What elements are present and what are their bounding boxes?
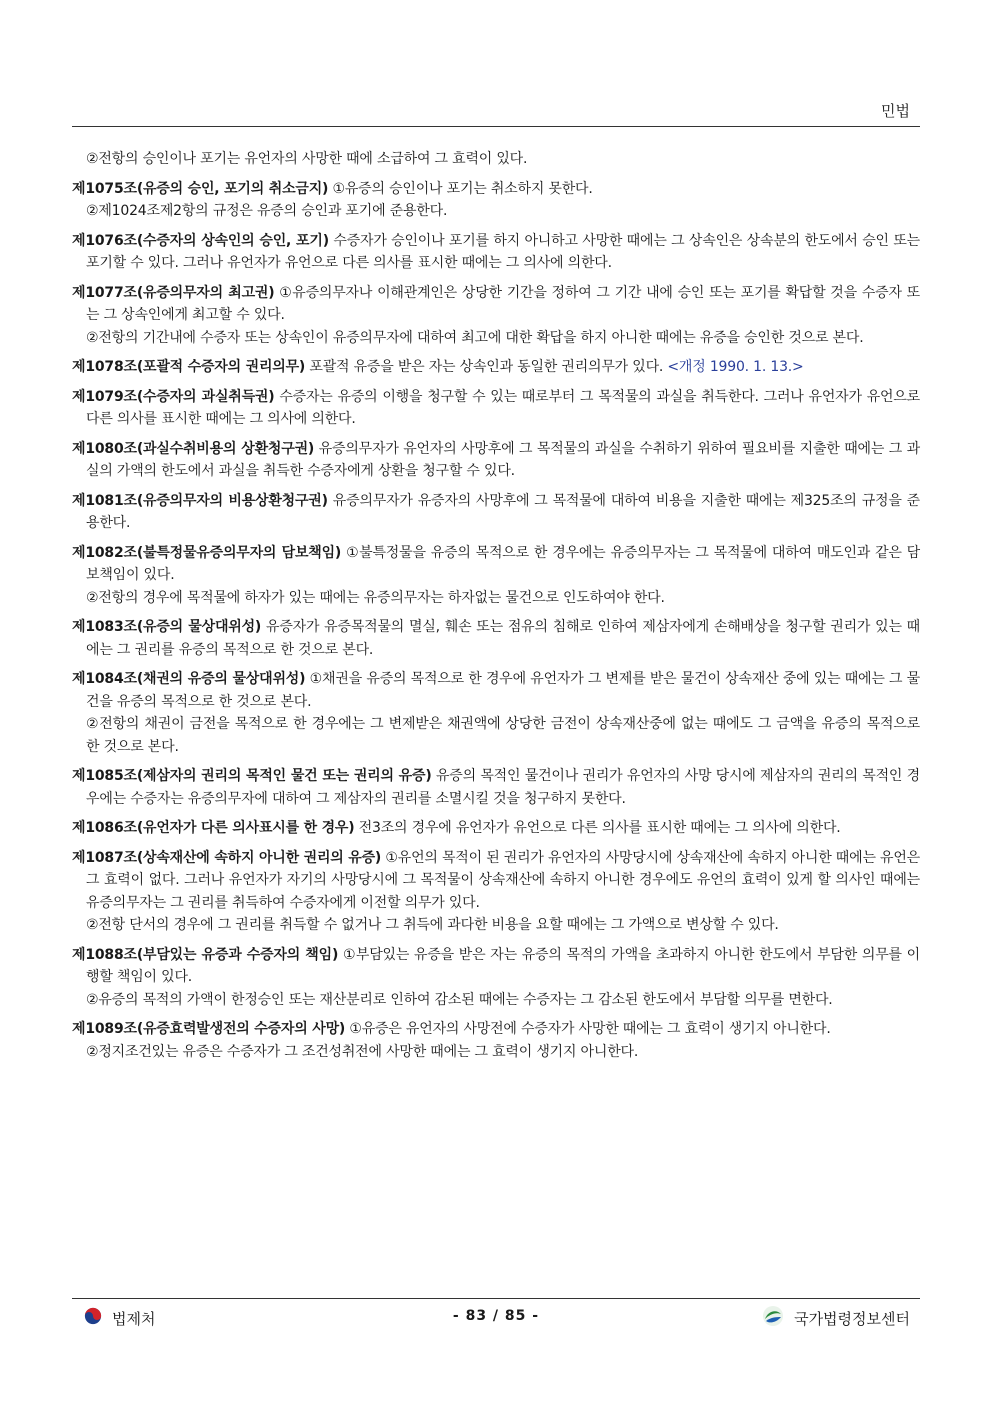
article-paragraph (72, 386, 920, 431)
article-heading: 제1080조(과실수취비용의 상환청구권) (72, 440, 315, 457)
article-block (72, 230, 920, 275)
article-text: ②정지조건있는 유증은 수증자가 그 조건성취전에 사망한 때에는 그 효력이 생기지 아니한다. (86, 1043, 639, 1060)
footer-right (762, 1305, 910, 1331)
article-text: ②전항의 기간내에 수증자 또는 상속인이 유증의무자에 대하여 최고에 대한 확답을 하지 아니한 때에는 유증을 승인한 것으로 본다. (86, 329, 864, 346)
article-heading: 제1089조(유증효력발생전의 수증자의 사망) (72, 1021, 346, 1037)
article-paragraph (72, 438, 920, 483)
article-text: ①유증의 승인이나 포기는 취소하지 못한다. (328, 180, 593, 197)
article-heading: 제1083조(유증의 물상대위성) (72, 619, 262, 635)
article-block (72, 542, 920, 610)
article-block (72, 847, 920, 937)
article-heading: 제1075조(유증의 승인, 포기의 취소금지) (72, 180, 329, 197)
article-text: ②전항의 승인이나 포기는 유언자의 사망한 때에 소급하여 그 효력이 있다. (86, 151, 528, 167)
page-number: - 83 / 85 - (452, 1308, 540, 1324)
article-text: ①유증의무자나 이해관계인은 상당한 기간을 정하여 그 기간 내에 승인 또는 포기를 확답할 것을 수증자 또는 그 상속인에게 최고할 수 있다. (86, 284, 920, 323)
document-body (72, 148, 920, 1070)
article-text: ①부담있는 유증을 받은 자는 유증의 목적의 가액을 초과하지 아니한 한도에서 부담한 의무를 이행할 책임이 있다. (86, 946, 920, 985)
article-text: ①불특정물을 유증의 목적으로 한 경우에는 유증의무자는 그 목적물에 대하여 매도인과 같은 담보책임이 있다. (86, 544, 921, 583)
article-block (72, 668, 920, 758)
article-text: 수증자가 승인이나 포기를 하지 아니하고 사망한 때에는 그 상속인은 상속분의 한도에서 승인 또는 포기할 수 있다. 그러나 유언자가 유언으로 다른 의사를 표시한 때에는 그 의사에 의한다. (86, 232, 920, 271)
article-text: ②유증의 목적의 가액이 한정승인 또는 재산분리로 인하여 감소된 때에는 수증자는 그 감소된 한도에서 부담할 의무를 면한다. (86, 991, 833, 1008)
article-text: ①유증은 유언자의 사망전에 수증자가 사망한 때에는 그 효력이 생기지 아니한다. (345, 1021, 831, 1037)
article-heading: 제1084조(채권의 유증의 물상대위성) (72, 671, 306, 687)
footer-center-label: 국가법령정보센터 (794, 1309, 910, 1328)
article-heading: 제1082조(불특정물유증의무자의 담보책임) (72, 544, 342, 561)
article-paragraph (72, 200, 920, 223)
footer-agency-label: 법제처 (112, 1309, 156, 1328)
article-block (72, 386, 920, 431)
article-paragraph (72, 989, 920, 1012)
article-paragraph (72, 847, 920, 915)
article-paragraph (72, 616, 920, 661)
article-text: 유증의무자가 유증자의 사망후에 그 목적물에 대하여 비용을 지출한 때에는 제325조의 규정을 준용한다. (86, 492, 920, 531)
article-text: ①유언의 목적이 된 권리가 유언자의 사망당시에 상속재산에 속하지 아니한 때에는 유언은 그 효력이 없다. 그러나 유언자가 자기의 사망당시에 그 목적물이 상속재산에 속하지 아니한 경우에도 유언의 효력이 있게 할 의사인 때에는 유증의무자는 그 권리를 취득하여 수증자에게 이전할 의무가 있다. (86, 849, 920, 911)
article-heading: 제1086조(유언자가 다른 의사표시를 한 경우) (72, 820, 355, 836)
page-footer (72, 1298, 920, 1339)
amendment-note: <개정 1990. 1. 13.> (667, 359, 804, 375)
article-paragraph (72, 327, 920, 350)
article-paragraph (72, 1041, 920, 1064)
header-title: 민법 (881, 102, 910, 120)
article-heading: 제1077조(유증의무자의 최고권) (72, 284, 275, 301)
article-block (72, 490, 920, 535)
article-text: ②전항의 채권이 금전을 목적으로 한 경우에는 그 변제받은 채권액에 상당한 금전이 상속재산중에 없는 때에도 그 금액을 유증의 목적으로 한 것으로 본다. (86, 716, 920, 755)
article-paragraph (72, 944, 920, 989)
article-heading: 제1085조(제삼자의 권리의 목적인 물건 또는 권리의 유증) (72, 768, 432, 784)
article-block (72, 282, 920, 350)
article-block (72, 356, 920, 379)
article-paragraph (72, 765, 920, 810)
article-block (72, 765, 920, 810)
article-text: ②전항 단서의 경우에 그 권리를 취득할 수 없거나 그 취득에 과다한 비용을 요할 때에는 그 가액으로 변상할 수 있다. (86, 917, 779, 933)
article-text: 유증의 목적인 물건이나 권리가 유언자의 사망 당시에 제삼자의 권리의 목적인 경우에는 수증자는 유증의무자에 대하여 그 제삼자의 권리를 소멸시킬 것을 청구하지 못한다. (86, 768, 920, 807)
article-heading: 제1087조(상속재산에 속하지 아니한 권리의 유증) (72, 849, 382, 866)
article-paragraph (72, 230, 920, 275)
article-paragraph (72, 490, 920, 535)
article-block (72, 616, 920, 661)
article-paragraph (72, 587, 920, 610)
article-paragraph (72, 914, 920, 937)
article-paragraph (72, 542, 920, 587)
article-heading: 제1088조(부담있는 유증과 수증자의 책임) (72, 946, 339, 963)
article-paragraph (72, 817, 920, 840)
article-paragraph (72, 282, 920, 327)
article-block (72, 944, 920, 1012)
article-paragraph (72, 713, 920, 758)
article-block (72, 148, 920, 171)
article-text: 유증자가 유증목적물의 멸실, 훼손 또는 점유의 침해로 인하여 제삼자에게 손해배상을 청구할 권리가 있는 때에는 그 권리를 유증의 목적으로 한 것으로 본다. (86, 619, 920, 658)
article-text: 유증의무자가 유언자의 사망후에 그 목적물의 과실을 수취하기 위하여 필요비를 지출한 때에는 그 과실의 가액의 한도에서 과실을 취득한 수증자에게 상환을 청구할 수 있다. (86, 440, 920, 479)
article-block (72, 178, 920, 223)
article-block (72, 1018, 920, 1063)
article-paragraph (72, 1018, 920, 1041)
article-text: 수증자는 유증의 이행을 청구할 수 있는 때로부터 그 목적물의 과실을 취득한다. 그러나 유언자가 유언으로 다른 의사를 표시한 때에는 그 의사에 의한다. (86, 388, 920, 427)
article-paragraph (72, 356, 920, 379)
article-block (72, 438, 920, 483)
article-heading: 제1078조(포괄적 수증자의 권리의무) (72, 359, 306, 375)
article-text: 포괄적 유증을 받은 자는 상속인과 동일한 권리의무가 있다. (305, 359, 668, 375)
article-paragraph (72, 178, 920, 201)
article-heading: 제1081조(유증의무자의 비용상환청구권) (72, 492, 328, 509)
article-text: ①채권을 유증의 목적으로 한 경우에 유언자가 그 변제를 받은 물건이 상속재산 중에 있는 때에는 그 물건을 유증의 목적으로 한 것으로 본다. (86, 671, 921, 710)
article-heading: 제1079조(수증자의 과실취득권) (72, 388, 275, 405)
article-text: ②제1024조제2항의 규정은 유증의 승인과 포기에 준용한다. (86, 203, 448, 219)
article-block (72, 817, 920, 840)
article-paragraph (72, 148, 920, 171)
law-info-center-logo-icon (762, 1305, 784, 1331)
article-text: 전3조의 경우에 유언자가 유언으로 다른 의사를 표시한 때에는 그 의사에 의한다. (354, 820, 841, 836)
article-text: ②전항의 경우에 목적물에 하자가 있는 때에는 유증의무자는 하자없는 물건으로 인도하여야 한다. (86, 589, 665, 606)
article-heading: 제1076조(수증자의 상속인의 승인, 포기) (72, 232, 329, 249)
article-paragraph (72, 668, 920, 713)
page-header (72, 94, 920, 127)
